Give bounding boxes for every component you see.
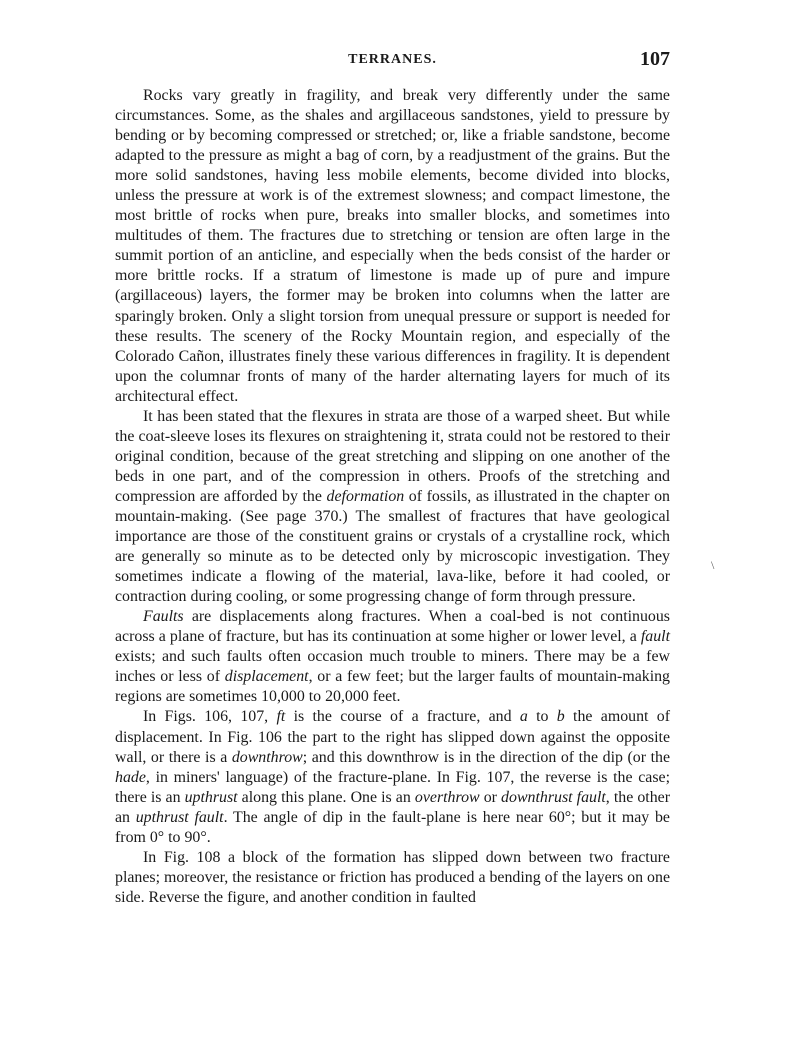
text-run: , the other an [115,788,670,826]
text-run: , or a few feet; but the larger faults of mountain-making regions are sometimes 10,000 to 20,000 feet. [115,668,671,706]
italic-term: upthrust fault [135,808,224,826]
text-run: . The angle of dip in the fault-plane is here near 60°; but it may be from 0° to 90°. [115,808,670,846]
paragraph-faults [115,607,670,707]
text-run: to [527,708,557,726]
italic-term: downthrust fault [501,788,606,806]
italic-term: Faults [143,608,184,626]
italic-term: a [519,708,528,726]
italic-term: deformation [326,487,405,505]
italic-term: displacement [224,668,309,686]
page-header [115,48,670,74]
page-number: 107 [640,48,670,70]
text-run: of fossils, as illustrated in the chapter on mountain-making. (See page 370.) The smallest of fractures that have geological importance are those of the constituent grains or crystals of a crystalline rock, which are generally so minute as to be detected only by microscopic investigation. They sometimes indicate a flowing of the material, lava-like, before it had cooled, or contraction during cooling, or some progressing change of form through pressure. [115,487,670,606]
running-title: TERRANES. [348,52,437,67]
paragraph-flexures [115,407,670,607]
italic-term: hade [115,768,146,786]
text-run: the amount of displacement. In Fig. 106 the part to the right has slipped down against the opposite wall, or there is a [115,708,670,766]
text-run: is the course of a fracture, and [285,708,520,726]
paragraph-fragility: Rocks vary greatly in fragility, and break very differently under the same circumstances. Some, as the shales and argillaceous sandstones, yield to pressure by bending or by becoming compressed or stretched; or, like a friable sandstone, become adapted to the pressure as might a bag of corn, by a readjustment of the grains. But the more solid sandstones, having less mobile elements, become divided into blocks, unless the pressure at work is of the extremest slowness; and compact limestone, the most brittle of rocks when pure, breaks into smaller blocks, and sometimes into multitudes of them. The fractures due to stretching or tension are often large in the summit portion of an anticline, and especially when the beds consist of the harder or more brittle rocks. If a stratum of limestone is made up of pure and impure (argillaceous) layers, the former may be broken into columns when the latter are sparingly broken. Only a slight torsion from unequal pressure or support is needed for these results. The scenery of the Rocky Mountain region, and especially of the Colorado Cañon, illustrates finely these various differences in fragility. It is dependent upon the columnar fronts of many of the harder alternating layers for much of its architectural effect. [115,87,670,405]
italic-term: fault [640,628,670,646]
body-text [115,86,670,908]
italic-term: b [556,708,565,726]
italic-term: ft [276,708,286,726]
italic-term: downthrow [231,748,303,766]
margin-mark: \ [711,558,715,572]
text-run: In Figs. 106, 107, [143,708,277,726]
text-run: along this plane. One is an [237,788,415,806]
text-run: or [479,788,502,806]
text-run: It has been stated that the flexures in strata are those of a warped sheet. But while the coat-sleeve loses its flexures on straightening it, strata could not be restored to their original condition, because of the great stretching and slipping on one another of the beds in one part, and of the compression in others. Proofs of the stretching and compression are afforded by the [115,407,670,505]
text-run: , in miners' language) of the fracture-plane. In Fig. 107, the reverse is the case; there is an [115,768,670,806]
text-run: are displacements along fractures. When a coal-bed is not continuous across a plane of fracture, but has its continuation at some higher or lower level, a [115,608,670,646]
italic-term: upthrust [184,788,238,806]
paragraph-figures-106-107 [115,707,670,847]
text-run: exists; and such faults often occasion much trouble to miners. There may be a few inches or less of [115,648,670,686]
paragraph-figure-108: In Fig. 108 a block of the formation has slipped down between two fracture planes; moreover, the resistance or friction has produced a bending of the layers on one side. Reverse the figure, and another condition in faulted [115,848,670,906]
italic-term: overthrow [414,788,480,806]
text-run: ; and this downthrow is in the direction of the dip (or the [302,748,670,766]
